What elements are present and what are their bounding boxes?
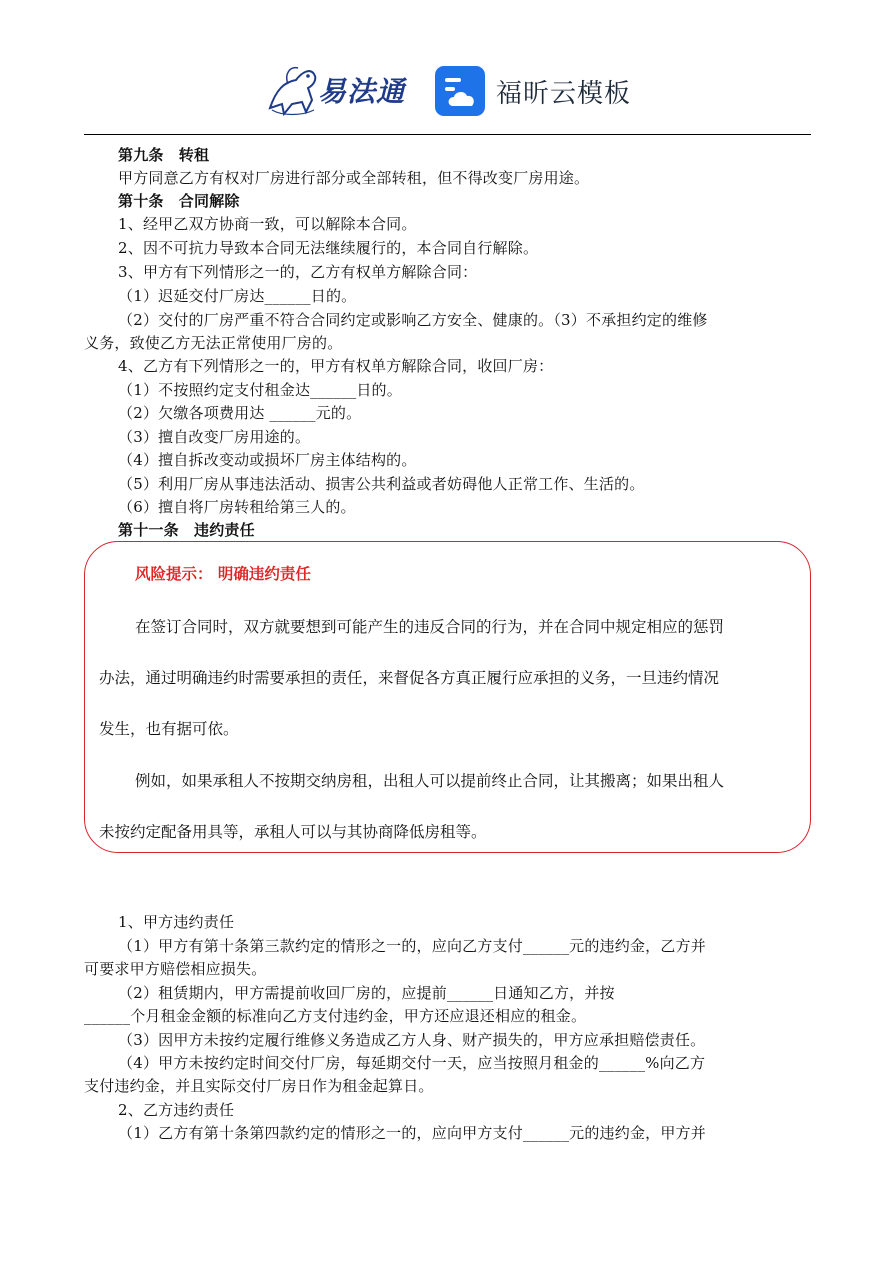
risk-tip-line: 发生，也有据可依。 — [99, 720, 239, 738]
body-line: 4、乙方有下列情形之一的，甲方有权单方解除合同，收回厂房： — [118, 357, 554, 375]
header-divider — [84, 134, 811, 135]
risk-tip-line: 在签订合同时，双方就要想到可能产生的违反合同的行为，并在合同中规定相应的惩罚 — [135, 618, 725, 636]
body-line: （1）迟延交付厂房达______日的。 — [118, 287, 357, 305]
page-header — [0, 0, 893, 136]
body-line: （3）擅自改变厂房用途的。 — [118, 428, 311, 446]
risk-tip-title: 风险提示： 明确违约责任 — [135, 565, 311, 583]
body-line: （1）甲方有第十条第三款约定的情形之一的，应向乙方支付______元的违约金，乙方并 — [118, 937, 706, 955]
body-line: （4）擅自拆改变动或损坏厂房主体结构的。 — [118, 451, 417, 469]
foxit-template-logo-text: 福昕云模板 — [496, 79, 632, 109]
body-line: ______个月租金金额的标准向乙方支付违约金，甲方还应退还相应的租金。 — [84, 1007, 587, 1025]
body-line: （4）甲方未按约定时间交付厂房，每延期交付一天，应当按照月租金的______%向乙方 — [118, 1054, 706, 1072]
body-line: 2、乙方违约责任 — [118, 1101, 235, 1119]
article-heading: 第九条 转租 — [118, 146, 210, 164]
body-line: 甲方同意乙方有权对厂房进行部分或全部转租，但不得改变厂房用途。 — [118, 169, 590, 187]
body-line: （2）交付的厂房严重不符合合同约定或影响乙方安全、健康的。（3）不承担约定的维修 — [118, 311, 708, 329]
body-line: （1）乙方有第十条第四款约定的情形之一的，应向甲方支付______元的违约金，甲方并 — [118, 1124, 706, 1142]
body-line: （2）欠缴各项费用达 ______元的。 — [118, 404, 362, 422]
article-heading: 第十条 合同解除 — [118, 192, 240, 210]
body-line: 2、因不可抗力导致本合同无法继续履行的，本合同自行解除。 — [118, 239, 539, 257]
risk-tip-box — [84, 541, 811, 853]
foxit-cloud-icon — [435, 66, 485, 116]
body-line: 1、经甲乙双方协商一致，可以解除本合同。 — [118, 215, 417, 233]
body-line: 支付违约金，并且实际交付厂房日作为租金起算日。 — [84, 1077, 434, 1095]
risk-tip-line: 未按约定配备用具等，承租人可以与其协商降低房租等。 — [99, 823, 487, 841]
body-line: 可要求甲方赔偿相应损失。 — [84, 960, 267, 978]
body-line: （2）租赁期内，甲方需提前收回厂房的，应提前______日通知乙方，并按 — [118, 984, 615, 1002]
article-heading: 第十一条 违约责任 — [118, 521, 255, 539]
body-line: （3）因甲方未按约定履行维修义务造成乙方人身、财产损失的，甲方应承担赔偿责任。 — [118, 1031, 706, 1049]
body-line: 3、甲方有下列情形之一的，乙方有权单方解除合同： — [118, 263, 478, 281]
yifatong-logo-text: 易法通 — [318, 75, 406, 108]
risk-tip-line: 例如，如果承租人不按期交纳房租，出租人可以提前终止合同，让其搬离；如果出租人 — [135, 772, 725, 790]
body-line: （6）擅自将厂房转租给第三人的。 — [118, 498, 356, 516]
body-line: （1）不按照约定支付租金达______日的。 — [118, 381, 402, 399]
body-line: 1、甲方违约责任 — [118, 913, 235, 931]
body-line: 义务，致使乙方无法正常使用厂房的。 — [84, 334, 343, 352]
risk-tip-line: 办法，通过明确违约时需要承担的责任，来督促各方真正履行应承担的义务，一旦违约情况 — [99, 669, 720, 687]
body-line: （5）利用厂房从事违法活动、损害公共利益或者妨碍他人正常工作、生活的。 — [118, 475, 645, 493]
